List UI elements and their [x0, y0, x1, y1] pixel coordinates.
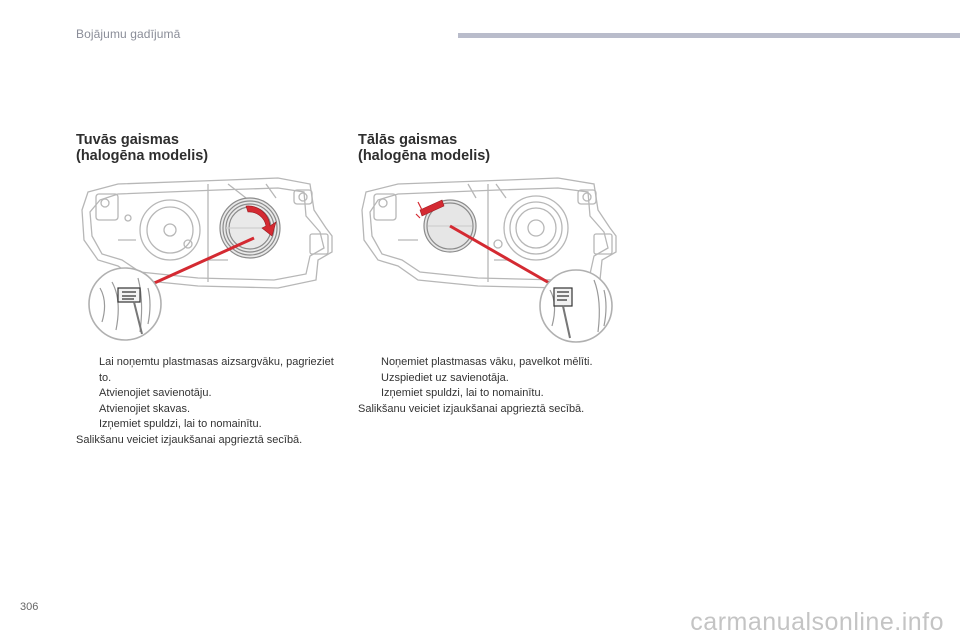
high-beam-instructions [358, 355, 658, 417]
step-text: Atvienojiet savienotāju. [99, 387, 212, 400]
section-title: Bojājumu gadījumā [76, 27, 181, 41]
step-text: Izņemiet spuldzi, lai to nomainītu. [381, 387, 544, 400]
list-item [76, 355, 346, 386]
low-beam-title: Tuvās gaismas (halogēna modelis) [76, 132, 209, 164]
reassembly-note: Salikšanu veiciet izjaukšanai apgrieztā secībā. [76, 433, 303, 446]
low-beam-instructions [76, 355, 346, 449]
reassembly-note: Salikšanu veiciet izjaukšanai apgrieztā secībā. [358, 402, 585, 415]
list-item [358, 355, 658, 371]
step-text: Izņemiet spuldzi, lai to nomainītu. [99, 418, 262, 431]
list-item [76, 417, 346, 433]
list-item [76, 402, 346, 418]
step-text: Atvienojiet skavas. [99, 402, 191, 415]
connector-detail [540, 270, 612, 342]
page-number: 306 [20, 601, 39, 613]
step-text: Noņemiet plastmasas vāku, pavelkot mēlīti. [381, 356, 593, 368]
high-beam-diagram [358, 170, 620, 350]
watermark: carmanualsonline.info [690, 608, 944, 636]
list-item [76, 386, 346, 402]
connector-detail [89, 268, 161, 340]
step-text: Uzspiediet uz savienotāja. [381, 371, 509, 384]
list-item [358, 386, 658, 402]
high-beam-title: Tālās gaismas (halogēna modelis) [358, 132, 491, 164]
list-item [358, 371, 658, 387]
low-beam-diagram [78, 170, 336, 350]
header-bar [458, 33, 960, 38]
step-text: Lai noņemtu plastmasas aizsargvāku, pagrieziet to. [99, 356, 334, 384]
